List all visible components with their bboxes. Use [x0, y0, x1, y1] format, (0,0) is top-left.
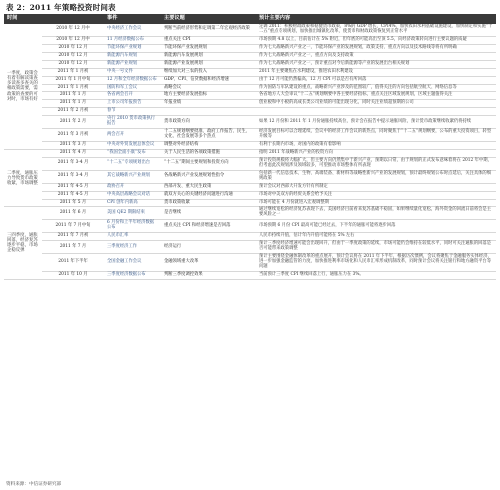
table-row [4, 220, 496, 233]
content-cell: 有利于长期内市场，对国内的政策有着影响 [256, 142, 496, 150]
event-cell: 三季度经济工作 [104, 241, 161, 254]
event-cell: 政协召开 [104, 183, 161, 191]
topic-cell: 西部开发、重大民生政策 [161, 183, 256, 191]
time-cell: 2010 年 12 月 [42, 44, 104, 52]
time-cell: 2010 年 12 月 [42, 52, 104, 60]
time-cell: 2011 年 7 月 [42, 241, 104, 254]
topic-cell: GDP、CPI、信贷数据和经济增速 [161, 76, 256, 84]
time-cell: 2011 年 1 月初 [42, 84, 104, 92]
table-row [4, 254, 496, 272]
event-cell: 春节 [104, 108, 161, 116]
time-cell: 2011 年 2 月初 [42, 108, 104, 116]
time-cell: 2011 年 5 月 [42, 199, 104, 207]
time-cell: 2010 年 12 月中 [42, 36, 104, 44]
event-cell: 全国金融工作会议 [104, 254, 161, 272]
table-row [4, 183, 496, 191]
topic-cell: 货币政策收紧 [161, 199, 256, 207]
topic-cell: 新能源产业发展规划 [161, 60, 256, 68]
table-row [4, 92, 496, 100]
topic-cell: 重点关注 CPI [161, 36, 256, 44]
investment-timeline-table [4, 14, 496, 280]
time-cell: 2011 年 3-4 月 [42, 157, 104, 170]
content-cell: 定调 2011：积极财政政策和稳健货币政策，8%的 GDP 增长，CPI4%，加快农田水利基础设施建设，加快制定和实施“十二五”重点专项规划，加快推出城镇化改革，使货币和财政政策恢复到正常水平 [256, 24, 496, 36]
event-cell: 央行 2010 货币政策执行报告 [104, 116, 161, 129]
table-row [4, 24, 496, 36]
content-cell: 预计三季度经济增速可能会出现回升，但由于一季度政策的延续，市场可能仍会维持在较低水平，同时可关注通胀的回落是否可能带来政策调整 [256, 241, 496, 254]
topic-cell: 判断三季度调控效果 [161, 271, 256, 279]
event-cell: CPI 创年内新高 [104, 199, 161, 207]
topic-cell: 各战略新兴产业发展规划性指令 [161, 170, 256, 183]
event-cell: “我国全面小康”发布 [104, 149, 161, 157]
content-cell: 经济发展目标可以合理延续，会议中的经济工作会议的新热点，同时聚焦于“十二五”规划纲要，公布的重大投资项目，转型升级等 [256, 129, 496, 142]
topic-cell: 新能源汽车发展规划 [161, 52, 256, 60]
content-cell: 2011 年主要聚焦在水利建设，推进农田水利建设 [256, 68, 496, 76]
content-cell: 作为国防与军队建设的重点，战略新兴产业涉及的范围较广，值得关注的方向包括航空航天、网络信息等 [256, 84, 496, 92]
table-row [4, 68, 496, 76]
table-body [4, 24, 496, 279]
content-cell: 市场预期 4.8 以上，目前估计在 5% 附近，但年底的可能高出至顶 5.5，向经济政策转向进行主要议题的质疑 [256, 36, 496, 44]
table-row [4, 129, 496, 142]
event-cell: 6 月份和上半年经济数据公布 [104, 220, 161, 233]
event-cell: 中央经济工作会议 [104, 24, 161, 36]
topic-cell: 经济运行 [161, 241, 256, 254]
content-cell [256, 108, 496, 116]
content-cell: 包括新一代信息技术、生物、高端装备、新材料等战略性新兴产业的发展规划，预计最终规划公布时点延后，关注具体的细则政策 [256, 170, 496, 183]
header-event: 事件 [104, 14, 161, 24]
content-cell: 市场对中美双方的经贸关系会给予关注 [256, 191, 496, 199]
topic-cell: 货币政策方向 [161, 116, 256, 129]
table-header-row [4, 14, 496, 24]
time-cell: 2011 年 3-4 月 [42, 170, 104, 183]
content-cell: 作为七大战略新兴产业之一，预计重点对今后新能源等产业的发展出台相关规划 [256, 60, 496, 68]
event-cell: 各省两会召开 [104, 92, 161, 100]
content-cell: 人民币持续升值，估计年内升值可能将在 5% 左右 [256, 233, 496, 241]
content-cell: 市场可能在 4 月份就进入宏观调整期 [256, 199, 496, 207]
time-cell: 2011 年 1 月中旬 [42, 76, 104, 84]
stage-label: 一季度，政策会有着有解读策查多读查多查关的相政策需要，需政策的查要的可对时，市场有好 [4, 24, 42, 149]
table-row [4, 116, 496, 129]
event-cell: 节能环保产业规划 [104, 44, 161, 52]
topic-cell: 节能环保产业发展规划 [161, 44, 256, 52]
time-cell: 2011 年 4 月 [42, 149, 104, 157]
table-row [4, 108, 496, 116]
event-cell: 三季度经济数据公布 [104, 271, 161, 279]
time-cell: 2011 年 4-5 月 [42, 191, 104, 199]
topic-cell: 继续加大对三农的投入 [161, 68, 256, 76]
table-row [4, 44, 496, 52]
topic-cell: 地方主要经济发展指标 [161, 92, 256, 100]
table-row [4, 60, 496, 68]
table-row [4, 149, 496, 157]
content-cell: 由于 12 月可能仍然偏高，12 月 CPI 可以是否有所回落 [256, 76, 496, 84]
table-row [4, 52, 496, 60]
content-cell: 预计会议对西部大开发方针有所制定 [256, 183, 496, 191]
table-title: 表 2：2011 年策略投资时间表 [6, 3, 116, 12]
topic-cell: 关于人民生活的各项政策措施 [161, 149, 256, 157]
table-row [4, 157, 496, 170]
content-cell: 作为七大战略新兴产业之一，重点方向及支持政策 [256, 52, 496, 60]
content-cell: 如果 12 月份和 2011 年 1 月份通胀持续高位，预计会在报告中提示通胀风险，预计货币政策继续收紧仍将持续 [256, 116, 496, 129]
event-cell: 美国 QE2 期限结束 [104, 207, 161, 220]
time-cell: 2011 年 7 月初 [42, 233, 104, 241]
table-row [4, 191, 496, 199]
topic-cell: 金融领域重大改革 [161, 254, 256, 272]
content-cell: 当前预计三季度 CPI 继续回落上行，通胀压力在 3%。 [256, 271, 496, 279]
header-topic: 主要议题 [161, 14, 256, 24]
table-row [4, 207, 496, 220]
time-cell: 2011 年 1 月初 [42, 68, 104, 76]
table-row [4, 36, 496, 44]
time-cell: 2011 年 2 月 [42, 116, 104, 129]
topic-cell [161, 108, 256, 116]
table-row [4, 271, 496, 279]
table-row [4, 199, 496, 207]
content-cell: 预计主要围绕金融体制改革的重点展开，预计会议将在 2011 年下半年，根据历次惯例，会议将聚焦于金融服务实体经济，进一步加强金融监管的力度，加快推进利率市场化和人民币汇率形成机制改革，同时预计会议将关注银行和地方融资平台等问题 [256, 254, 496, 272]
content-cell: 各省地方人大会审议“十二五”规划纲要中各主要经济指标，重点关注区域发展规划，区域主题值得关注 [256, 92, 496, 100]
topic-cell: 战略会议 [161, 84, 256, 92]
event-cell: 其它战略新兴产业规划 [104, 170, 161, 183]
topic-cell: 年报业绩 [161, 100, 256, 108]
table-row [4, 142, 496, 150]
time-cell: 2010 年 12 月 [42, 60, 104, 68]
topic-cell: 十二五规划纲要批准、政府工作报告、民生、文化、社会发展等多个热点 [161, 129, 256, 142]
event-cell: 中央高层战略会议对话 [104, 191, 161, 199]
time-cell: 2011 年 3 月初 [42, 129, 104, 142]
time-cell: 2011 年 10 月 [42, 271, 104, 279]
event-cell: 中央一号文件 [104, 68, 161, 76]
source-note: 资料来源：中信证券研究部 [6, 482, 62, 487]
topic-cell [161, 233, 256, 241]
time-cell: 2011 年下半年 [42, 254, 104, 272]
topic-cell: 调整对外经济结构 [161, 142, 256, 150]
time-cell: 2011 年 7 月中旬 [42, 220, 104, 233]
event-cell: “十二五”专项规划出台 [104, 157, 161, 170]
event-cell: 两会召开 [104, 129, 161, 142]
content-cell: 通过继续宽松的经济复苏表现下去，美国经济目前看来复苏基础不稳固，如果继续量化宽松，海外资金的回流日前将会是主要风险之一 [256, 207, 496, 220]
header-blank [42, 14, 104, 24]
event-cell: 人民币汇率 [104, 233, 161, 241]
content-cell: 创业板和中小板的高成长类公司业绩的可能出现分化，同时关注业绩超预期的公司 [256, 100, 496, 108]
topic-cell: 是否继续 [161, 207, 256, 220]
stage-label: 二季度，通胀压力导致货币政策收紧，市场调整 [4, 149, 42, 207]
topic-cell: “十二五”期间主要规划和投资方向 [161, 157, 256, 170]
table-row [4, 170, 496, 183]
topic-cell: 重点关注 CPI 和经济增速是否回落 [161, 220, 256, 233]
event-cell: 上市公司年报预告 [104, 100, 161, 108]
event-cell: 中央对外贸发展总体会议 [104, 142, 161, 150]
time-cell: 2011 年 4-5 月 [42, 183, 104, 191]
event-cell: 国防和军工会议 [104, 84, 161, 92]
content-cell: 指明 2011 年战略新兴产业的投资方向 [256, 149, 496, 157]
time-cell: 2011 年 6 月 [42, 207, 104, 220]
event-cell: 11 月经济数据公布 [104, 36, 161, 44]
topic-cell: 判断当前经济形势和定调第二年宏观经济政策 [161, 24, 256, 36]
table-row [4, 233, 496, 241]
time-cell: 2011 年 1 月 [42, 100, 104, 108]
content-cell: 市场预期 6 月份 CPI 最高可能已经过去，下半年的通胀可能将逐步回落 [256, 220, 496, 233]
table-row [4, 84, 496, 92]
stage-label: 三四季度，通胀回落，经济复苏逐步平稳，市场企稳反弹 [4, 207, 42, 279]
time-cell: 2010 年 12 月中 [42, 24, 104, 36]
content-cell: 预计投资规模将大幅扩大，但主要方向仍然集中于新兴产业，预期以日常，由于规划的正式发布意味着将在 2012 年中期，但考虑此次规划涉及领域较多，可望推动市场整体有所表现 [256, 157, 496, 170]
header-content: 预计主要内容 [256, 14, 496, 24]
event-cell: 新能源产业规划 [104, 60, 161, 68]
table-row [4, 241, 496, 254]
event-cell: 新能源汽车规划 [104, 52, 161, 60]
time-cell: 2011 年 1 月 [42, 92, 104, 100]
header-time: 时间 [4, 14, 42, 24]
topic-cell: 就双方关心的关键经济问题进行沟通 [161, 191, 256, 199]
event-cell: 12 月和全年经济数据公布 [104, 76, 161, 84]
table-row [4, 76, 496, 84]
time-cell: 2011 年 3 月 [42, 142, 104, 150]
table-row [4, 100, 496, 108]
content-cell: 作为七大战略新兴产业之一，节能环保产业的发展规划，政策支持、重点方向以及技术路线等将有所明确 [256, 44, 496, 52]
